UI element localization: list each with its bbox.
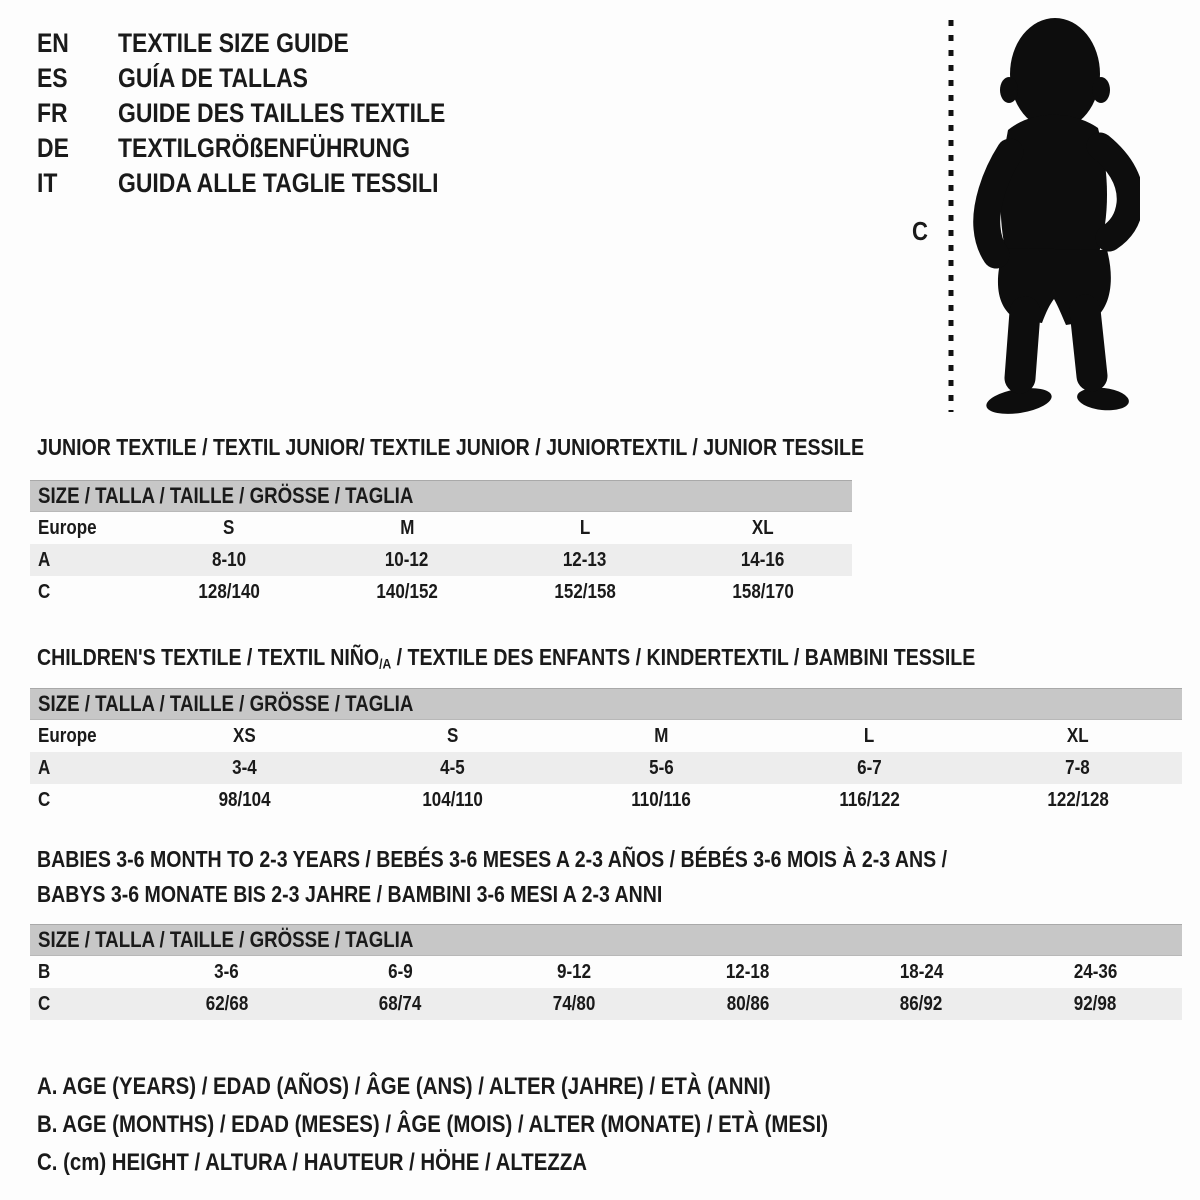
table-cell: 116/122	[839, 788, 900, 811]
language-row	[37, 166, 503, 201]
table-cell: L	[579, 516, 591, 539]
table-cell: 3-6	[214, 960, 240, 983]
table-cell: S	[223, 516, 235, 539]
table-cell: 122/128	[1047, 788, 1109, 811]
table-cell: 5-6	[648, 756, 674, 779]
row-label-cell: B	[38, 960, 51, 983]
table-row	[30, 720, 1182, 752]
table-cell: XL	[1066, 724, 1089, 747]
footnote-a: A. AGE (YEARS) / EDAD (AÑOS) / ÂGE (ANS) / ALTER (JAHRE) / ETÀ (ANNI)	[37, 1073, 771, 1100]
table-cell: 6-9	[388, 960, 413, 983]
language-code: EN	[37, 28, 69, 58]
table-cell: 12-18	[726, 960, 770, 983]
language-list	[37, 26, 503, 201]
size-header-bar: SIZE / TALLA / TAILLE / GRÖSSE / TAGLIA	[30, 688, 1182, 720]
language-label: GUIDE DES TAILLES TEXTILE	[118, 98, 446, 128]
language-code: IT	[37, 168, 58, 198]
language-code: ES	[37, 63, 68, 93]
children-section-title: CHILDREN'S TEXTILE / TEXTIL $NIÑO_{/A}$ / TEXTILE DES ENFANTS / KINDERTEXTIL / BAMBINI TESSILE	[37, 644, 976, 673]
table-row	[30, 544, 852, 576]
language-row	[37, 96, 503, 131]
language-label: GUÍA DE TALLAS	[118, 63, 308, 93]
height-measure-label: C	[912, 216, 928, 246]
table-row	[30, 784, 1182, 816]
row-label-cell: C	[38, 580, 51, 603]
row-label-cell: Europe	[38, 724, 97, 747]
table-cell: 92/98	[1073, 992, 1117, 1015]
table-row	[30, 956, 1182, 988]
table-cell: 128/140	[198, 580, 260, 603]
table-cell: 104/110	[422, 788, 483, 811]
table-cell: 3-4	[231, 756, 257, 779]
table-cell: 18-24	[899, 960, 944, 983]
table-body	[30, 720, 1182, 816]
row-label-cell: Europe	[38, 516, 97, 539]
table-cell: 74/80	[552, 992, 596, 1015]
table-cell: 98/104	[218, 788, 271, 811]
table-cell: XS	[232, 724, 256, 747]
babies-size-table	[30, 924, 1182, 1020]
language-row	[37, 131, 503, 166]
table-cell: 24-36	[1073, 960, 1117, 983]
row-label-cell: C	[38, 992, 51, 1015]
language-row	[37, 26, 503, 61]
table-cell: M	[653, 724, 669, 747]
table-cell: 14-16	[741, 548, 785, 571]
language-code: FR	[37, 98, 68, 128]
table-cell: 4-5	[440, 756, 465, 779]
language-row	[37, 61, 503, 96]
table-cell: L	[864, 724, 875, 747]
junior-section-title: JUNIOR TEXTILE / TEXTIL JUNIOR/ TEXTILE JUNIOR / JUNIORTEXTIL / JUNIOR TESSILE	[37, 434, 865, 460]
table-body	[30, 956, 1182, 1020]
babies-section-title: BABIES 3-6 MONTH TO 2-3 YEARS / BEBÉS 3-6 MESES A 2-3 AÑOS / BÉBÉS 3-6 MOIS À 2-3 ANS / BABYS 3-6 MONATE BIS 2-3 JAHRE / BAMBINI 3-6 MESI A 2-3 ANNI	[37, 846, 948, 907]
table-row	[30, 512, 852, 544]
table-cell: M	[399, 516, 415, 539]
footnotes	[37, 1068, 968, 1182]
table-cell: XL	[752, 516, 774, 539]
junior-size-table	[30, 480, 852, 608]
footnote-c: C. (cm) HEIGHT / ALTURA / HAUTEUR / HÖHE / ALTEZZA	[37, 1149, 588, 1176]
row-label-cell: C	[38, 788, 51, 811]
table-cell: 62/68	[205, 992, 249, 1015]
table-cell: S	[446, 724, 459, 747]
children-size-table	[30, 688, 1182, 816]
size-header-bar: SIZE / TALLA / TAILLE / GRÖSSE / TAGLIA	[30, 924, 1182, 956]
table-cell: 152/158	[554, 580, 616, 603]
table-cell: 80/86	[726, 992, 770, 1015]
height-measure-line	[946, 14, 956, 418]
table-cell: 68/74	[379, 992, 422, 1015]
table-cell: 110/116	[631, 788, 691, 811]
footnote-b: B. AGE (MONTHS) / EDAD (MESES) / ÂGE (MOIS) / ALTER (MONATE) / ETÀ (MESI)	[37, 1111, 829, 1138]
table-row	[30, 752, 1182, 784]
language-code: DE	[37, 133, 69, 163]
table-cell: 6-7	[857, 756, 882, 779]
language-label: GUIDA ALLE TAGLIE TESSILI	[118, 168, 439, 198]
table-row	[30, 576, 852, 608]
row-label-cell: A	[38, 756, 51, 779]
table-cell: 9-12	[557, 960, 592, 983]
table-body	[30, 512, 852, 608]
table-cell: 86/92	[900, 992, 943, 1015]
table-cell: 7-8	[1065, 756, 1091, 779]
row-label-cell: A	[38, 548, 51, 571]
table-cell: 158/170	[732, 580, 794, 603]
table-cell: 140/152	[376, 580, 438, 603]
table-row	[30, 988, 1182, 1020]
nino-a-subscript: /A	[379, 656, 392, 673]
table-cell: 10-12	[385, 548, 429, 571]
language-label: TEXTILGRÖßENFÜHRUNG	[118, 133, 410, 163]
size-header-bar: SIZE / TALLA / TAILLE / GRÖSSE / TAGLIA	[30, 480, 852, 512]
table-cell: 8-10	[211, 548, 247, 571]
language-label: TEXTILE SIZE GUIDE	[118, 28, 349, 58]
table-cell: 12-13	[563, 548, 607, 571]
toddler-silhouette-icon	[964, 12, 1140, 416]
